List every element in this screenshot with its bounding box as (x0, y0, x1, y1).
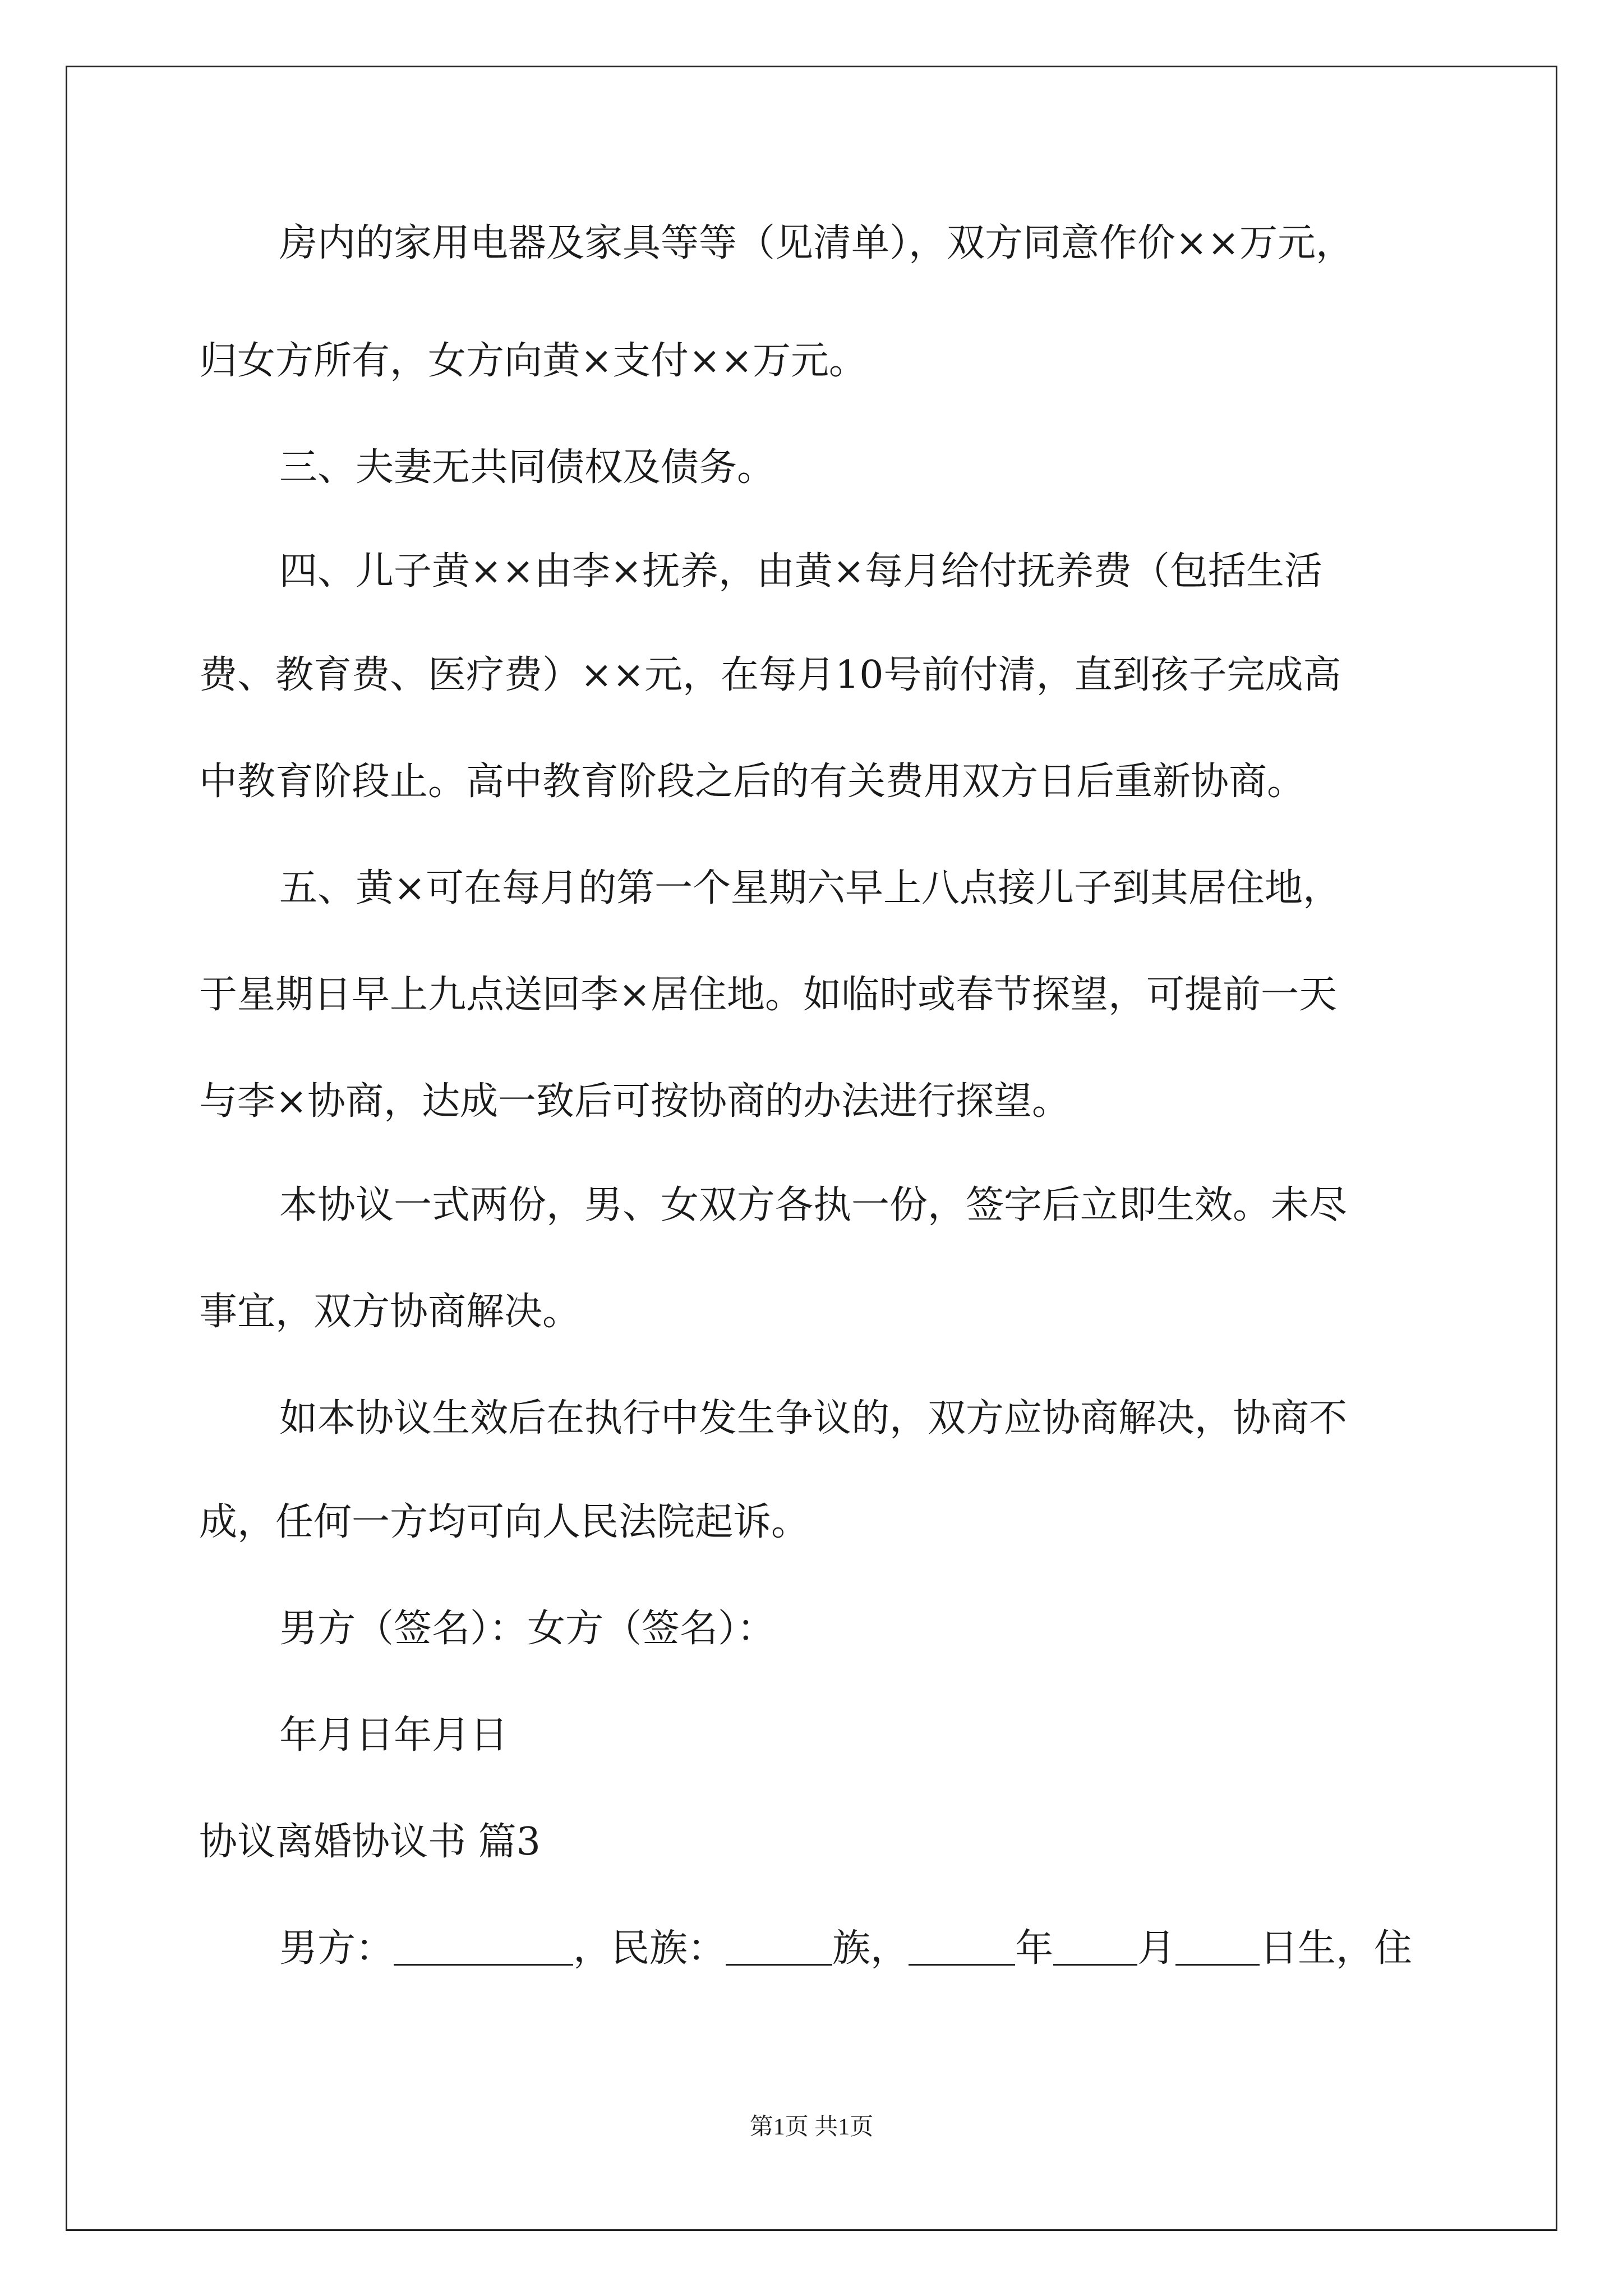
label-ethnic: ，民族： (573, 1926, 726, 1971)
paragraph-6-line-2: 成，任何一方均可向人民法院起诉。 (199, 1500, 810, 1544)
suffix-year: 年 (1015, 1926, 1054, 1971)
blank-ethnic (726, 1930, 832, 1966)
paragraph-3-line-3: 中教育阶段止。高中教育阶段之后的有关费用双方日后重新协商。 (199, 760, 1306, 804)
paragraph-6-line-1: 如本协议生效后在执行中发生争议的，双方应协商解决，协商不 (279, 1396, 1348, 1441)
paragraph-3-line-2: 费、教育费、医疗费）××元，在每月10号前付清，直到孩子完成高 (199, 653, 1341, 697)
suffix-day: 日生，住 (1260, 1926, 1413, 1971)
paragraph-5-line-2: 事宜，双方协商解决。 (199, 1290, 581, 1334)
paragraph-5-line-1: 本协议一式两份，男、女双方各执一份，签字后立即生效。未尽 (279, 1183, 1348, 1227)
page-footer: 第1页 共1页 (749, 2114, 874, 2140)
suffix-month: 月 (1137, 1926, 1176, 1971)
paragraph-4-line-3: 与李×协商，达成一致后可按协商的办法进行探望。 (199, 1079, 1070, 1124)
form-line-male (279, 1926, 1413, 1971)
suffix-ethnic: 族， (832, 1926, 909, 1971)
paragraph-4-line-2: 于星期日早上九点送回李×居住地。如临时或春节探望，可提前一天 (199, 973, 1337, 1017)
blank-male-name (394, 1930, 573, 1966)
paragraph-1-line-2: 归女方所有，女方向黄×支付××万元。 (199, 339, 867, 383)
label-male: 男方： (279, 1926, 394, 1971)
page-border (66, 66, 1557, 2231)
paragraph-3-line-1: 四、儿子黄××由李×抚养，由黄×每月给付抚养费（包括生活 (279, 549, 1322, 593)
blank-month (1053, 1930, 1137, 1966)
paragraph-1-line-1: 房内的家用电器及家具等等（见清单），双方同意作价××万元， (279, 221, 1354, 265)
blank-year (909, 1930, 1015, 1966)
paragraph-2-line-1: 三、夫妻无共同债权及债务。 (279, 445, 776, 490)
paragraph-4-line-1: 五、黄×可在每月的第一个星期六早上八点接儿子到其居住地， (279, 866, 1341, 910)
section-heading: 协议离婚协议书 篇3 (199, 1820, 541, 1864)
blank-day (1175, 1930, 1260, 1966)
signature-line: 男方（签名）：女方（签名）： (279, 1607, 776, 1651)
date-line: 年月日年月日 (279, 1713, 509, 1757)
